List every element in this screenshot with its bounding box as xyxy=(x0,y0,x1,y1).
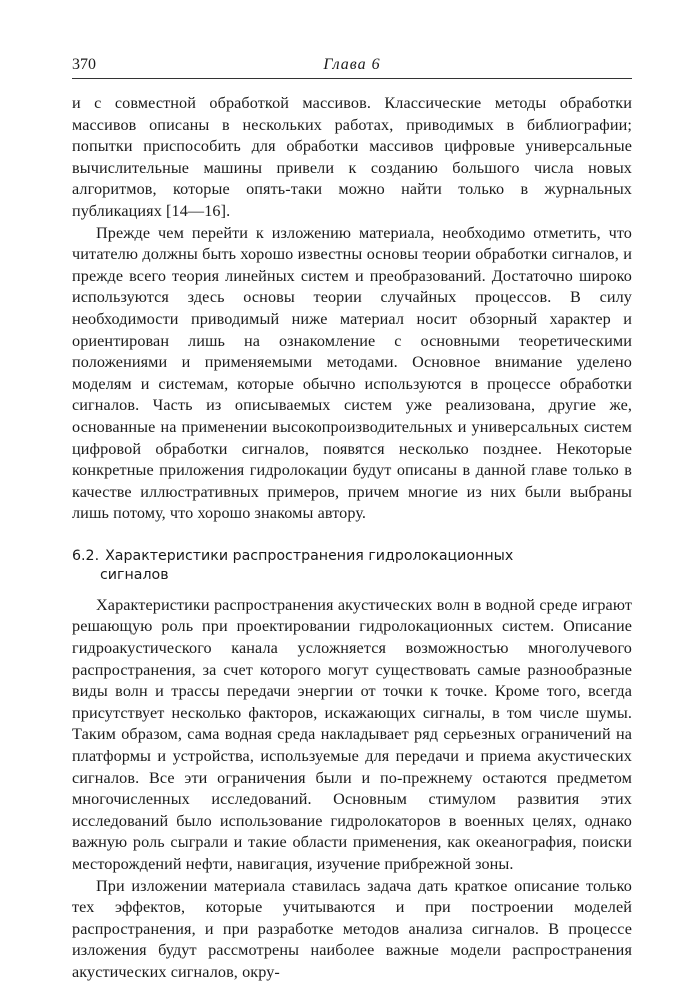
page-header xyxy=(72,52,632,79)
section-heading xyxy=(72,547,632,585)
book-page xyxy=(72,52,632,984)
section-paragraph: Характеристики распространения акустических волн в водной среде играют решающую роль при проектировании гидролокационных систем. Описание гидроакустического канала усложняется возможностью многолучевого распространения, за счет которого могут существовать самые разнообразные виды волн и трассы передачи энергии от точки к точке. Кроме того, всегда присутствует несколько факторов, искажающих сигналы, в том числе шумы. Таким образом, сама водная среда накладывает ряд серьезных ограничений на платформы и устройства, используемые для передачи и приема акустических сигналов. Все эти ограничения были и по-прежнему остаются предметом многочисленных исследований. Основным стимулом развития этих исследований было использование гидролокаторов в военных целях, однако важную роль сыграли и такие области применения, как океанография, поиски месторождений нефти, навигация, изучение прибрежной зоны. xyxy=(72,595,632,873)
section-paragraph: При изложении материала ставилась задача дать краткое описание только тех эффектов, которые учитываются и при построении моделей распространения, и при разработке методов анализа сигналов. В процессе изложения будут рассмотрены наиболее важные модели распространения акустических сигналов, окру- xyxy=(72,876,632,981)
intro-paragraph: Прежде чем перейти к изложению материала, необходимо отметить, что читателю должны быть хорошо известны основы теории обработки сигналов, и прежде всего теория линейных систем и преобразований. Достаточно широко используются здесь основы теории случайных процессов. В силу необходимости приводимый ниже материал носит обзорный характер и ориентирован лишь на ознакомление с основными теоретическими положениями и применяемыми методами. Основное внимание уделено моделям и системам, которые обычно используются в процессе обработки сигналов. Часть из описываемых систем уже реализована, другие же, основанные на применении высокопроизводительных и универсальных систем цифровой обработки сигналов, появятся несколько позднее. Некоторые конкретные приложения гидролокации будут описаны в данной главе только в качестве иллюстративных примеров, причем многие из них были выбраны лишь потому, что хорошо знакомы автору. xyxy=(72,223,632,523)
chapter-running-head: Глава 6 xyxy=(323,56,381,73)
section-title-line-2: сигналов xyxy=(100,566,169,583)
section-title-line-1: Характеристики распространения гидролокационных xyxy=(105,547,514,564)
page-body xyxy=(72,93,632,984)
intro-paragraph-continuation: и с совместной обработкой массивов. Классические методы обработки массивов описаны в нескольких работах, приводимых в библиографии; попытки приспособить для обработки массивов цифровые универсальные вычислительные машины привели к созданию большого числа новых алгоритмов, которые опять-таки можно найти только в журнальных публикациях [14—16]. xyxy=(72,94,632,220)
section-number: 6.2. xyxy=(72,547,100,564)
page-number: 370 xyxy=(72,56,96,73)
